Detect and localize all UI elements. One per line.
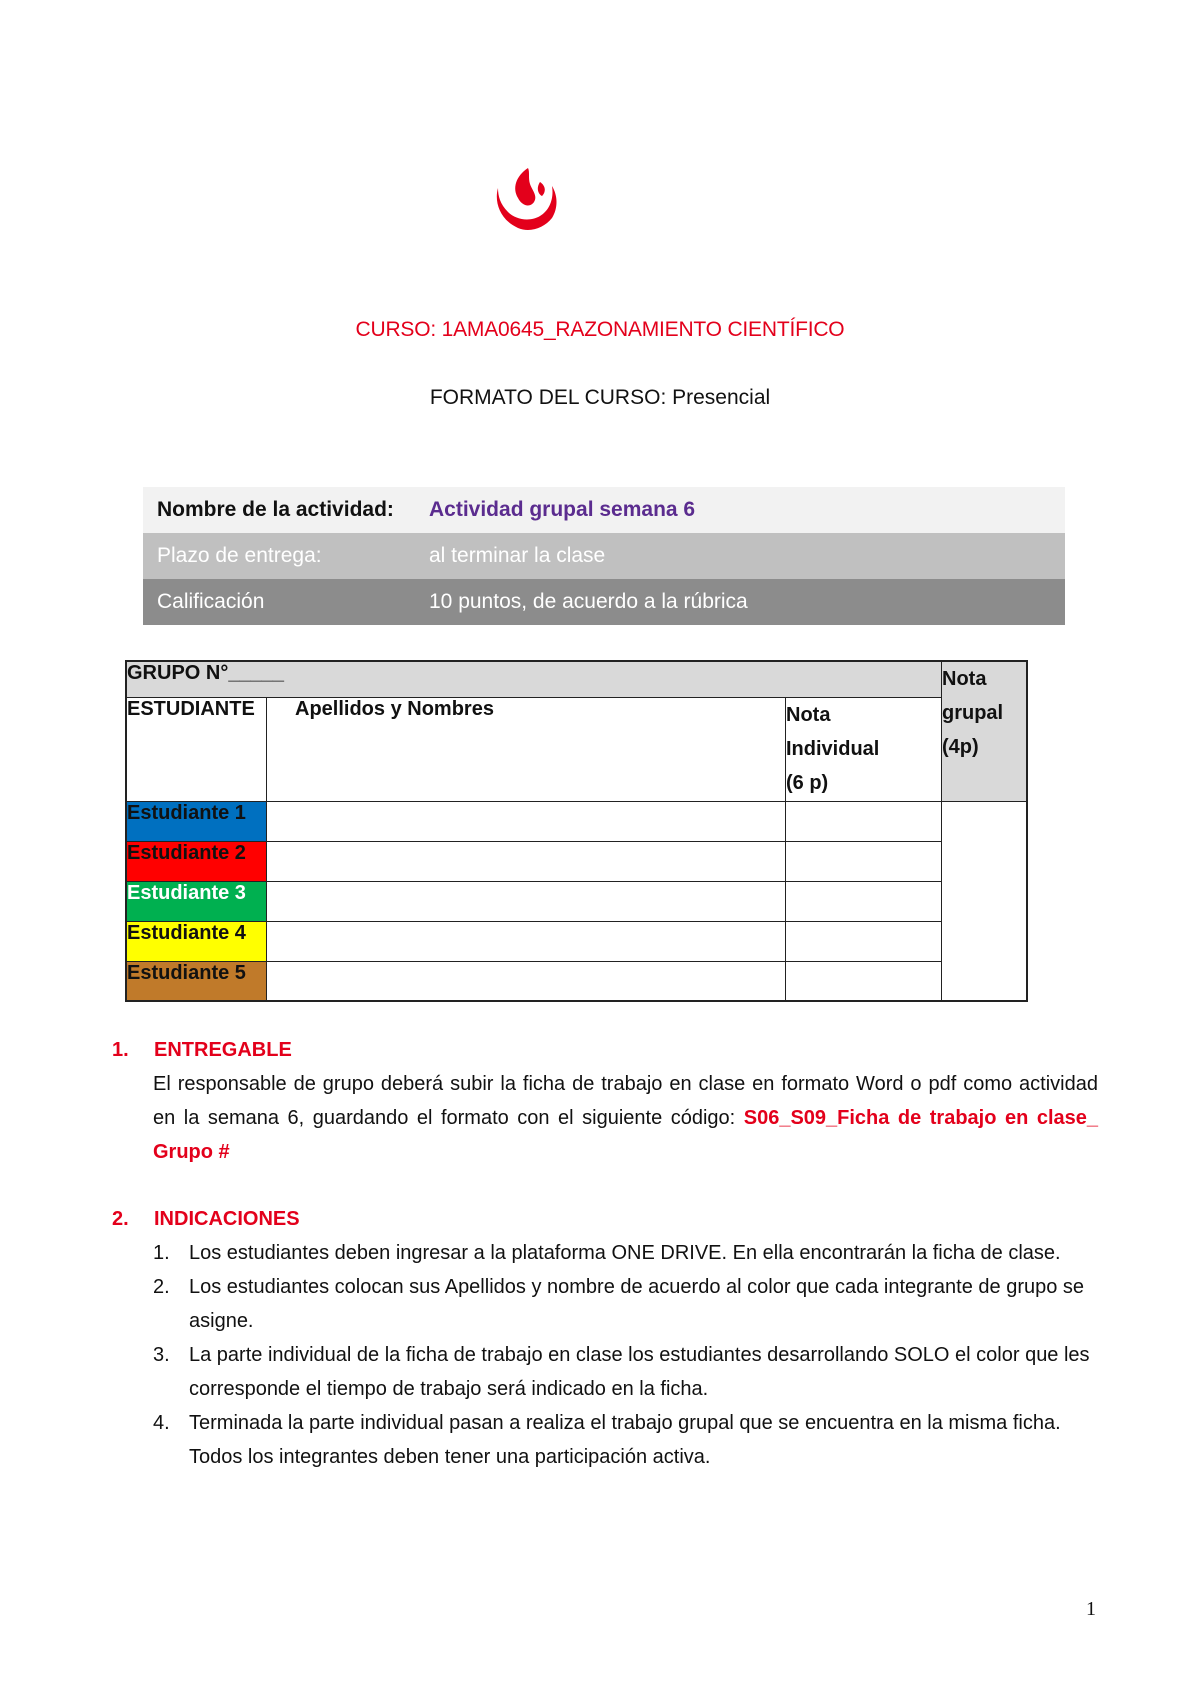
grade-label: Calificación [157, 590, 265, 613]
nota-grupal-line1: Nota [942, 668, 987, 690]
student-1-grade-field[interactable] [786, 801, 942, 841]
section-2-number: 2. [112, 1208, 129, 1230]
grade-row [143, 579, 1065, 625]
student-5-name-field[interactable] [267, 961, 786, 1001]
student-5-label: Estudiante 5 [126, 961, 267, 1001]
nota-grupal-line3: (4p) [942, 736, 979, 758]
nota-individual-header [786, 697, 942, 801]
section-1-number: 1. [112, 1039, 129, 1061]
student-3-grade-field[interactable] [786, 881, 942, 921]
section-1-code: S06_S09_Ficha de trabajo en clase_ Grupo # [153, 1107, 1098, 1163]
nota-grupal-header [942, 661, 1028, 801]
course-format [0, 386, 1200, 410]
group-table [125, 660, 1028, 1002]
group-grade-field[interactable] [942, 801, 1028, 1001]
grade-value: 10 puntos, de acuerdo a la rúbrica [429, 590, 748, 613]
list-item-text: Los estudiantes deben ingresar a la plataforma ONE DRIVE. En ella encontrarán la ficha de clase. [189, 1242, 1061, 1264]
student-3-name-field[interactable] [267, 881, 786, 921]
format-value: Presencial [666, 386, 771, 409]
nota-grupal-line2: grupal [942, 702, 1004, 724]
section-1-title: ENTREGABLE [154, 1039, 292, 1061]
student-2-grade-field[interactable] [786, 841, 942, 881]
list-item-text: Terminada la parte individual pasan a realiza el trabajo grupal que se encuentra en la misma ficha. Todos los integrantes deben tener una participación activa. [189, 1412, 1061, 1468]
group-number-cell: GRUPO N°_____ [126, 661, 942, 697]
student-4-name-field[interactable] [267, 921, 786, 961]
upc-flame-logo-icon [490, 162, 560, 234]
format-label: FORMATO DEL CURSO: [429, 386, 667, 409]
student-4-label: Estudiante 4 [126, 921, 267, 961]
list-item-number: 4. [153, 1412, 170, 1434]
list-item [153, 1406, 1098, 1474]
deadline-row [143, 533, 1065, 579]
section-1-body: El responsable de grupo deberá subir la ficha de trabajo en clase en formato Word o pdf como actividad en la semana 6, guardando el formato con el siguiente código: [153, 1073, 1098, 1129]
course-title: CURSO: 1AMA0645_RAZONAMIENTO CIENTÍFICO [355, 318, 845, 341]
student-2-label: Estudiante 2 [126, 841, 267, 881]
nota-individual-line2: Individual [786, 737, 880, 760]
student-4-grade-field[interactable] [786, 921, 942, 961]
student-1-label: Estudiante 1 [126, 801, 267, 841]
list-item [153, 1236, 1098, 1270]
student-1-name-field[interactable] [267, 801, 786, 841]
nota-individual-line1: Nota [786, 703, 831, 726]
list-item-number: 3. [153, 1344, 170, 1366]
deadline-label: Plazo de entrega: [157, 544, 322, 567]
student-3-label: Estudiante 3 [126, 881, 267, 921]
list-item-number: 1. [153, 1242, 170, 1264]
deadline-value: al terminar la clase [429, 544, 606, 567]
activity-name-row [143, 487, 1065, 533]
student-5-grade-field[interactable] [786, 961, 942, 1001]
student-2-name-field[interactable] [267, 841, 786, 881]
list-item [153, 1270, 1098, 1338]
page-number: 1 [1086, 1598, 1096, 1620]
names-col-header: Apellidos y Nombres [267, 697, 786, 801]
nota-individual-line3: (6 p) [786, 771, 829, 794]
indicaciones-list [153, 1236, 1098, 1474]
activity-info-box [143, 487, 1065, 625]
section-1-heading [112, 1033, 292, 1067]
list-item-text: La parte individual de la ficha de trabajo en clase los estudiantes desarrollando SOLO el color que les corresponde el tiempo de trabajo será indicado en la ficha. [189, 1344, 1090, 1400]
section-2-title: INDICACIONES [154, 1208, 300, 1230]
activity-name-value: Actividad grupal semana 6 [429, 498, 696, 521]
list-item-text: Los estudiantes colocan sus Apellidos y nombre de acuerdo al color que cada integrante de grupo se asigne. [189, 1276, 1085, 1332]
student-col-header: ESTUDIANTE [126, 697, 267, 801]
activity-name-label: Nombre de la actividad: [157, 498, 394, 521]
list-item-number: 2. [153, 1276, 170, 1298]
section-1-text [153, 1067, 1098, 1169]
section-2-heading [112, 1202, 300, 1236]
list-item [153, 1338, 1098, 1406]
